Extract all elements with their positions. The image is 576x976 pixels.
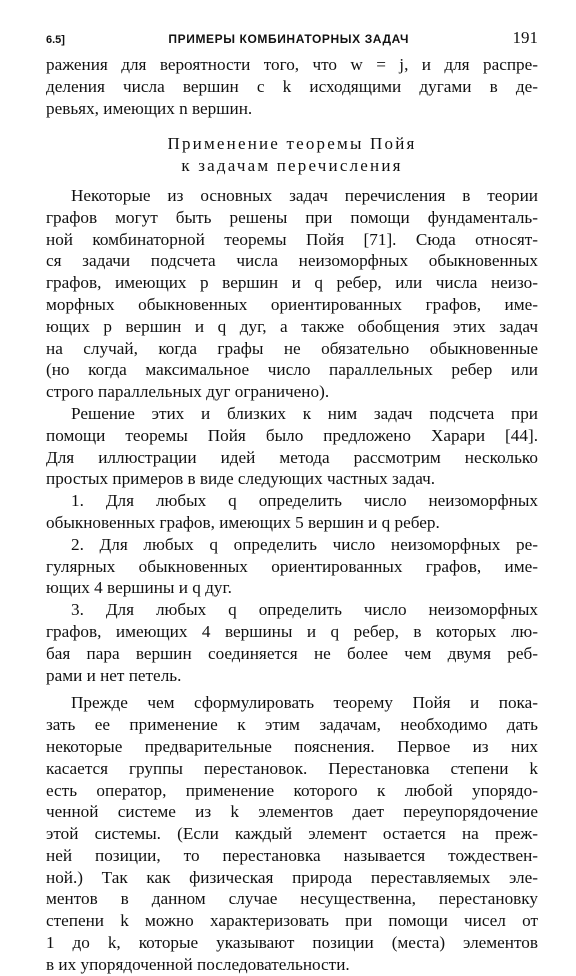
text-line: зать ее применение к этим задачам, необходимо дать	[46, 715, 538, 735]
text-line: этой системы. (Если каждый элемент остается на преж-	[46, 824, 538, 844]
text-line: простых примеров в виде следующих частных задач.	[46, 469, 436, 489]
paragraph	[46, 692, 538, 975]
text-line: 1 до k, которые указывают позиции (места) элементов	[46, 933, 538, 953]
text-line: деления числа вершин с k исходящими дугами в де-	[46, 76, 538, 96]
text-line: ней позиции, то перестановка называется тождествен-	[46, 845, 538, 865]
text-line: (но когда максимальное число параллельных ребер или	[46, 360, 538, 380]
running-title: ПРИМЕРЫ КОМБИНАТОРНЫХ ЗАДАЧ	[168, 32, 410, 46]
text-line: ражения для вероятности того, что w = j, и для распре-	[46, 55, 538, 74]
text-line: помощи теоремы Пойя было предложено Харари [44].	[46, 425, 538, 445]
section-heading	[46, 133, 538, 177]
text-line: графов, имеющих 4 вершины и q ребер, в которых лю-	[46, 621, 538, 641]
intro-paragraph	[46, 54, 538, 119]
text-line: ментов в данном случае несущественна, перестановку	[46, 889, 538, 909]
list-item	[46, 599, 538, 686]
page-header	[46, 28, 538, 54]
text-line: степени k можно характеризовать при помощи чисел от	[46, 911, 538, 931]
body-text	[46, 54, 538, 976]
text-line: некоторые предварительные пояснения. Первое из них	[46, 736, 538, 756]
section-number: 6.5]	[46, 34, 65, 46]
text-line: 2. Для любых q определить число неизоморфных ре-	[71, 534, 538, 554]
text-line: на случай, когда графы не обязательно обыкновенные	[46, 338, 538, 358]
text-line: ющих 4 вершины и q дуг.	[46, 578, 232, 598]
text-line: Для иллюстрации идей метода рассмотрим несколько	[46, 447, 538, 467]
paragraph	[46, 403, 538, 490]
text-line: Некоторые из основных задач перечисления в теории	[71, 185, 538, 205]
text-line: графов могут быть решены при помощи фундаменталь-	[46, 207, 538, 227]
text-line: Прежде чем сформулировать теорему Пойя и пока-	[71, 693, 538, 713]
text-line: ревьях, имеющих n вершин.	[46, 98, 253, 118]
text-line: графов, имеющих p вершин и q ребер, или числа неизо-	[46, 273, 538, 293]
text-line: ющих p вершин и q дуг, а также обобщения этих задач	[46, 316, 538, 336]
list-item	[46, 534, 538, 599]
page-number: 191	[512, 28, 538, 47]
text-line: рами и нет петель.	[46, 665, 182, 685]
text-line: есть оператор, применение которого к любой упорядо-	[46, 780, 538, 800]
text-line: морфных обыкновенных ориентированных графов, име-	[46, 294, 538, 314]
heading-line: к задачам перечисления	[181, 156, 403, 176]
text-line: Решение этих и близких к ним задач подсчета при	[71, 403, 538, 423]
text-line: 1. Для любых q определить число неизоморфных	[71, 491, 538, 511]
text-line: ной комбинаторной теоремы Пойя [71]. Сюда относят-	[46, 229, 538, 249]
book-page	[46, 28, 538, 976]
text-line: 3. Для любых q определить число неизоморфных	[71, 600, 538, 620]
text-line: касается группы перестановок. Перестановка степени k	[46, 758, 538, 778]
text-line: ной.) Так как физическая природа переставляемых эле-	[46, 867, 538, 887]
text-line: в их упорядоченной последовательности.	[46, 954, 350, 974]
text-line: ся задачи подсчета числа неизоморфных обыкновенных	[46, 251, 538, 271]
heading-line: Применение теоремы Пойя	[167, 134, 417, 154]
text-line: бая пара вершин соединяется не более чем двумя реб-	[46, 643, 538, 663]
paragraph	[46, 185, 538, 403]
text-line: обыкновенных графов, имеющих 5 вершин и q ребер.	[46, 512, 440, 532]
text-line: строго параллельных дуг ограничено).	[46, 382, 330, 402]
text-line: ченной системе из k элементов дает переупорядочение	[46, 802, 538, 822]
text-line: гулярных обыкновенных ориентированных графов, име-	[46, 556, 538, 576]
list-item	[46, 490, 538, 534]
